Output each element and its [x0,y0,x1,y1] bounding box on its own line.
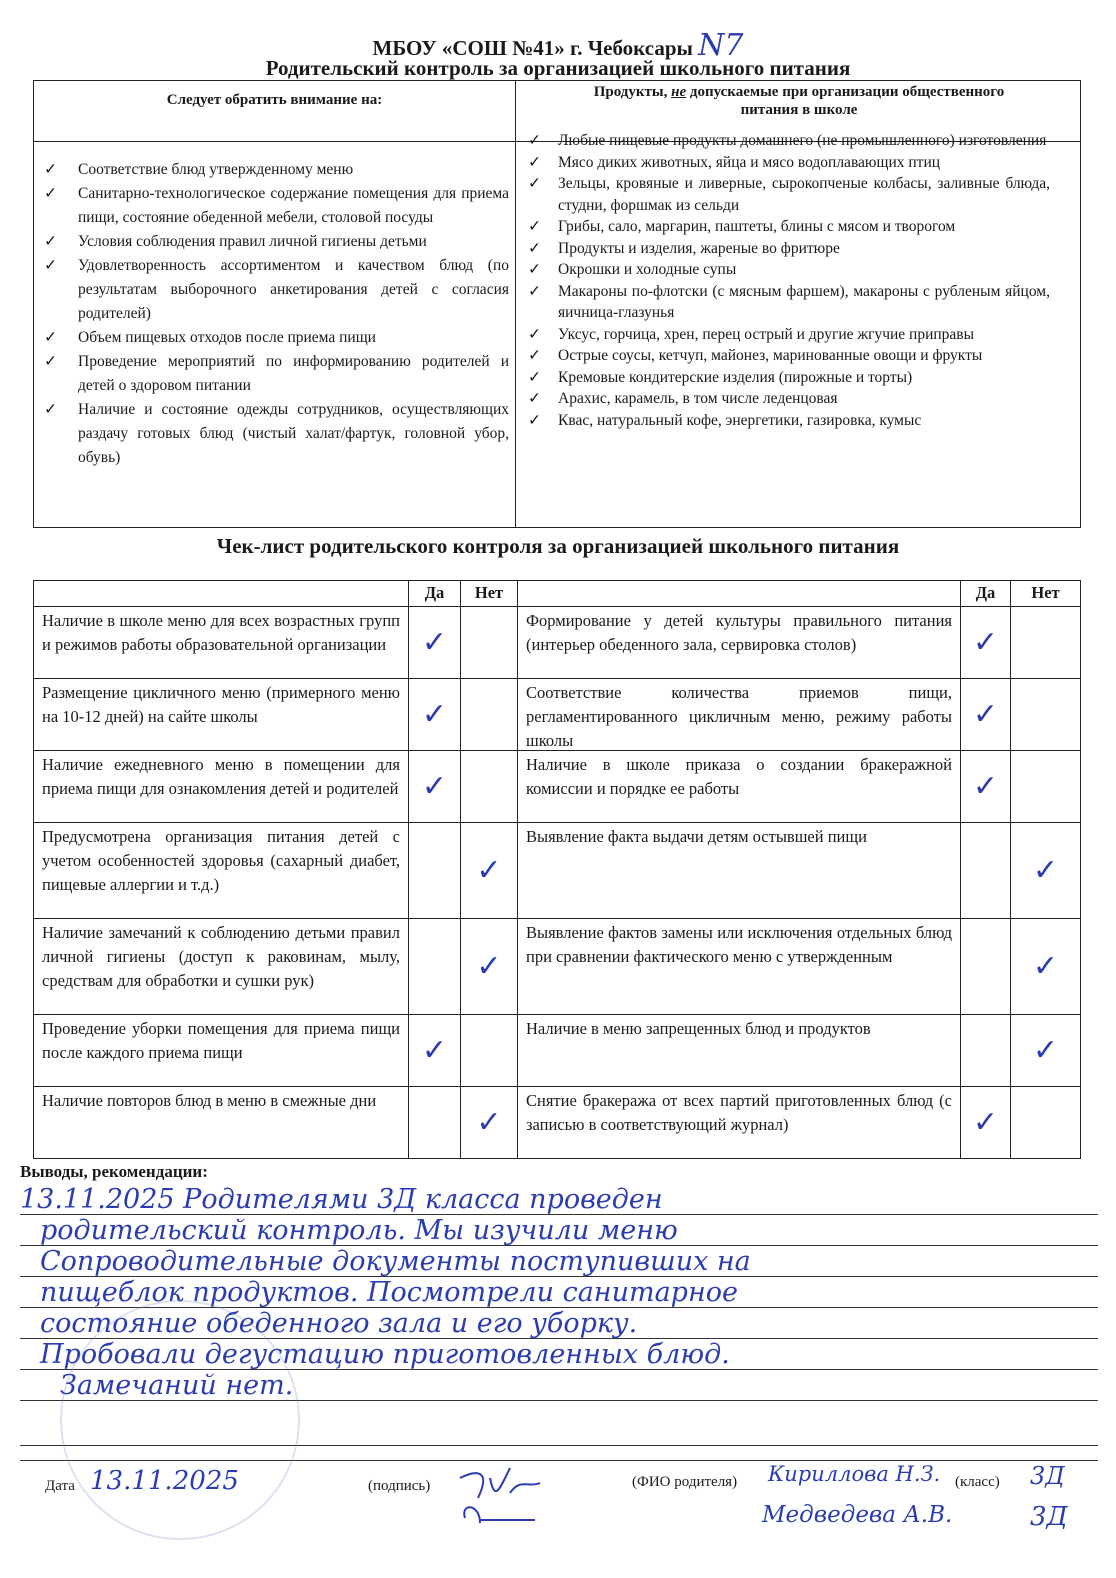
conclusion-line: Пробовали дегустацию приготовленных блюд. [40,1339,730,1370]
checklist-item-right: Наличие в меню запрещенных блюд и продуктов [518,1015,961,1087]
checklist-item-right: Выявление факта выдачи детям остывшей пищи [518,823,961,919]
forbidden-item: ✓ Арахис, карамель, в том числе леденцовая [518,388,1050,410]
signature [450,1448,550,1533]
forbidden-item: ✓ Мясо диких животных, яйца и мясо водоплавающих птиц [518,152,1050,174]
class-label: (класс) [955,1474,1000,1490]
answer-left-no [461,607,518,679]
forbidden-item: ✓ Окрошки и холодные супы [518,259,1050,281]
header-blank [518,581,961,607]
forbidden-item: ✓ Грибы, сало, маргарин, паштеты, блины с мясом и творогом [518,216,1050,238]
document-number: N7 [698,28,744,63]
checkmark-icon: ✓ [409,607,461,679]
column-header-no: Нет [1011,581,1081,607]
answer-right-yes [961,919,1011,1015]
answer-left-no [461,1015,518,1087]
parent-name-2: Медведева А.В. [762,1502,953,1528]
attention-item: ✓ Соответствие блюд утвержденному меню [34,158,509,182]
attention-item: ✓ Санитарно-технологическое содержание помещения для приема пищи, состояние обеденной мебели, столовой посуды [34,182,509,230]
answer-right-yes [961,823,1011,919]
date-label: Дата [45,1478,75,1494]
conclusion-line: 13.11.2025 Родителями 3Д класса проведен [20,1184,663,1215]
checkmark-icon: ✓ [461,919,518,1015]
forbidden-item: ✓ Квас, натуральный кофе, энергетики, газировка, кумыс [518,410,1050,432]
conclusion-line: родительский контроль. Мы изучили меню [40,1215,678,1246]
checklist-item-left: Наличие замечаний к соблюдению детьми правил личной гигиены (доступ к раковинам, мылу, средствам для обработки и сушки рук) [34,919,409,1015]
info-table [33,80,1081,528]
checkmark-icon: ✓ [1011,823,1081,919]
document-title: Родительский контроль за организацией школьного питания [265,56,851,80]
parent-label: (ФИО родителя) [632,1474,738,1490]
conclusion-line: Сопроводительные документы поступивших на [40,1246,751,1277]
forbidden-item: ✓ Зельцы, кровяные и ливерные, сырокопченые колбасы, заливные блюда, студни, форшмак из сельди [518,173,1050,216]
answer-left-yes [409,1087,461,1159]
checklist-item-right: Выявление фактов замены или исключения отдельных блюд при сравнении фактического меню с утвержденным [518,919,961,1015]
checklist-table [33,580,1081,1159]
checklist-item-left: Наличие ежедневного меню в помещении для приема пищи для ознакомления детей и родителей [34,751,409,823]
checklist-item-left: Размещение цикличного меню (примерного меню на 10-12 дней) на сайте школы [34,679,409,751]
answer-right-yes [961,1015,1011,1087]
forbidden-item: ✓ Кремовые кондитерские изделия (пирожные и торты) [518,367,1050,389]
answer-right-no [1011,607,1081,679]
parent-name-1: Кириллова Н.З. [768,1462,941,1486]
column-header-yes: Да [409,581,461,607]
answer-left-no [461,679,518,751]
signature-label: (подпись) [368,1478,431,1494]
checklist-item-right: Снятие бракеража от всех партий приготовленных блюд (с записью в соответствующий журнал) [518,1087,961,1159]
answer-right-no [1011,679,1081,751]
forbidden-item: ✓ Острые соусы, кетчуп, майонез, маринованные овощи и фрукты [518,345,1050,367]
checkmark-icon: ✓ [1011,919,1081,1015]
checklist-item-left: Проведение уборки помещения для приема пищи после каждого приема пищи [34,1015,409,1087]
checklist-title: Чек-лист родительского контроля за организацией школьного питания [216,534,900,558]
answer-left-yes [409,919,461,1015]
checkmark-icon: ✓ [961,679,1011,751]
checkmark-icon: ✓ [409,1015,461,1087]
answer-left-no [461,751,518,823]
date-value: 13.11.2025 [90,1466,239,1496]
forbidden-item: ✓ Уксус, горчица, хрен, перец острый и другие жгучие приправы [518,324,1050,346]
checklist-item-right: Формирование у детей культуры правильного питания (интерьер обеденного зала, сервировка столов) [518,607,961,679]
answer-right-no [1011,1087,1081,1159]
checklist-item-left: Наличие повторов блюд в меню в смежные дни [34,1087,409,1159]
checkmark-icon: ✓ [961,751,1011,823]
checklist-item-left: Наличие в школе меню для всех возрастных групп и режимов работы образовательной организации [34,607,409,679]
school-stamp [60,1300,300,1540]
checkmark-icon: ✓ [409,751,461,823]
attention-item: ✓ Объем пищевых отходов после приема пищи [34,326,509,350]
checkmark-icon: ✓ [461,1087,518,1159]
conclusion-line: пищеблок продуктов. Посмотрели санитарное [40,1277,738,1308]
forbidden-item: ✓ Продукты и изделия, жареные во фритюре [518,238,1050,260]
parent-class-2: 3Д [1030,1502,1068,1532]
checklist-item-right: Соответствие количества приемов пищи, регламентированного цикличным меню, режиму работы школы [518,679,961,751]
forbidden-item: ✓ Любые пищевые продукты домашнего (не промышленного) изготовления [518,130,1050,152]
column-header-yes: Да [961,581,1011,607]
attention-item: ✓ Проведение мероприятий по информированию родителей и детей о здоровом питании [34,350,509,398]
attention-item: ✓ Условия соблюдения правил личной гигиены детьми [34,230,509,254]
right-column-title: Продукты, не допускаемые при организации общественного питания в школе [593,84,1005,118]
conclusion-line: Замечаний нет. [60,1370,294,1401]
checkmark-icon: ✓ [409,679,461,751]
answer-right-no [1011,751,1081,823]
checkmark-icon: ✓ [1011,1015,1081,1087]
attention-item: ✓ Удовлетворенность ассортиментом и качеством блюд (по результатам выборочного анкетирования детей с согласия родителей) [34,254,509,326]
checklist-item-left: Предусмотрена организация питания детей с учетом особенностей здоровья (сахарный диабет, пищевые аллергии и т.д.) [34,823,409,919]
parent-class-1: 3Д [1030,1462,1065,1490]
checkmark-icon: ✓ [961,1087,1011,1159]
attention-item: ✓ Наличие и состояние одежды сотрудников, осуществляющих раздачу готовых блюд (чистый халат/фартук, головной убор, обувь) [34,398,509,470]
header-blank [34,581,409,607]
forbidden-products-list [518,130,1050,431]
attention-list [34,158,509,470]
left-column-title: Следует обратить внимание на: [166,92,383,108]
forbidden-item: ✓ Макароны по-флотски (с мясным фаршем), макароны с рубленым яйцом, яичница-глазунья [518,281,1050,324]
school-name: МБОУ «СОШ №41» г. Чебоксары N7 [372,28,744,63]
conclusion-line: состояние обеденного зала и его уборку. [40,1308,638,1339]
column-header-no: Нет [461,581,518,607]
conclusions-label: Выводы, рекомендации: [20,1162,208,1181]
checkmark-icon: ✓ [961,607,1011,679]
checklist-item-right: Наличие в школе приказа о создании бракеражной комиссии и порядке ее работы [518,751,961,823]
checkmark-icon: ✓ [461,823,518,919]
answer-left-yes [409,823,461,919]
